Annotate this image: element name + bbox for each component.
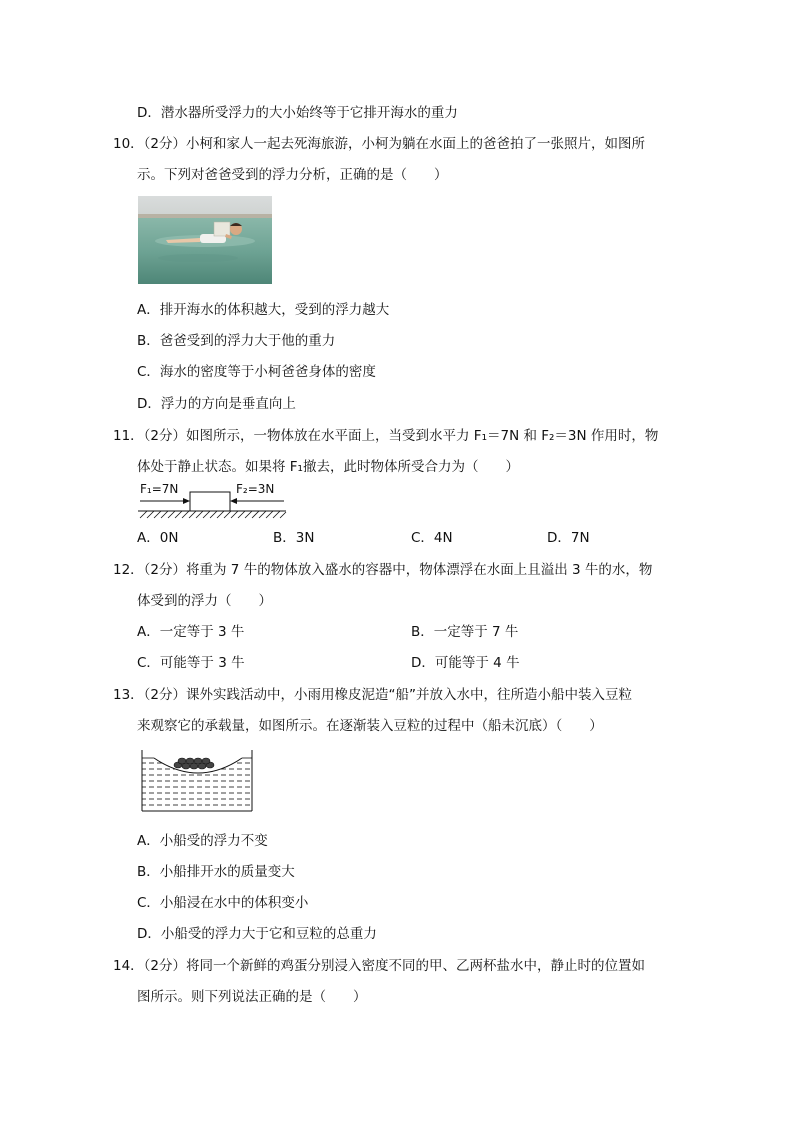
q13-option-b: B．小船排开水的质量变大 <box>137 864 295 880</box>
f2-label: F₂=3N <box>236 482 275 496</box>
q13-stem-line1: 13．（2分）课外实践活动中，小雨用橡皮泥造“船”并放入水中，往所造小船中装入豆粒 <box>113 687 633 703</box>
q12-stem-line2: 体受到的浮力（ ） <box>137 593 272 609</box>
force-diagram <box>138 482 288 520</box>
f1-label: F₁=7N <box>140 482 179 496</box>
q10-option-a: A．排开海水的体积越大，受到的浮力越大 <box>137 302 390 318</box>
q14-stem-line2: 图所示。则下列说法正确的是（ ） <box>137 989 367 1005</box>
q10-stem-line2: 示。下列对爸爸受到的浮力分析，正确的是（ ） <box>137 167 448 183</box>
q11-option-d: D．7N <box>547 530 590 546</box>
q11-option-b: B．3N <box>273 530 315 546</box>
q13-option-a: A．小船受的浮力不变 <box>137 833 268 849</box>
q12-option-b: B．一定等于 7 牛 <box>411 624 519 640</box>
q12-stem-line1: 12．（2分）将重为 7 牛的物体放入盛水的容器中，物体漂浮在水面上且溢出 3 牛的水，物 <box>113 562 653 578</box>
q13-option-c: C．小船浸在水中的体积变小 <box>137 895 309 911</box>
q10-option-d: D．浮力的方向是垂直向上 <box>137 396 296 412</box>
q11-option-a: A．0N <box>137 530 179 546</box>
clay-boat-diagram <box>140 748 256 814</box>
dead-sea-photo <box>138 196 272 284</box>
q9-option-d: D．潜水器所受浮力的大小始终等于它排开海水的重力 <box>137 105 458 121</box>
q12-option-a: A．一定等于 3 牛 <box>137 624 245 640</box>
q12-option-c: C．可能等于 3 牛 <box>137 655 245 671</box>
q13-option-d: D．小船受的浮力大于它和豆粒的总重力 <box>137 926 377 942</box>
q11-stem-line2: 体处于静止状态。如果将 F₁撤去，此时物体所受合力为（ ） <box>137 459 519 475</box>
q10-stem-line1: 10．（2分）小柯和家人一起去死海旅游，小柯为躺在水面上的爸爸拍了一张照片，如图所 <box>113 136 646 152</box>
q12-option-d: D．可能等于 4 牛 <box>411 655 520 671</box>
q10-option-c: C．海水的密度等于小柯爸爸身体的密度 <box>137 364 376 380</box>
q10-option-b: B．爸爸受到的浮力大于他的重力 <box>137 333 336 349</box>
q11-option-c: C．4N <box>411 530 453 546</box>
q13-stem-line2: 来观察它的承载量，如图所示。在逐渐装入豆粒的过程中（船未沉底）（ ） <box>137 718 603 734</box>
q11-stem-line1: 11．（2分）如图所示，一物体放在水平面上，当受到水平力 F₁＝7N 和 F₂＝3N 作用时，物 <box>113 428 659 444</box>
q14-stem-line1: 14．（2分）将同一个新鲜的鸡蛋分别浸入密度不同的甲、乙两杯盐水中，静止时的位置如 <box>113 958 646 974</box>
